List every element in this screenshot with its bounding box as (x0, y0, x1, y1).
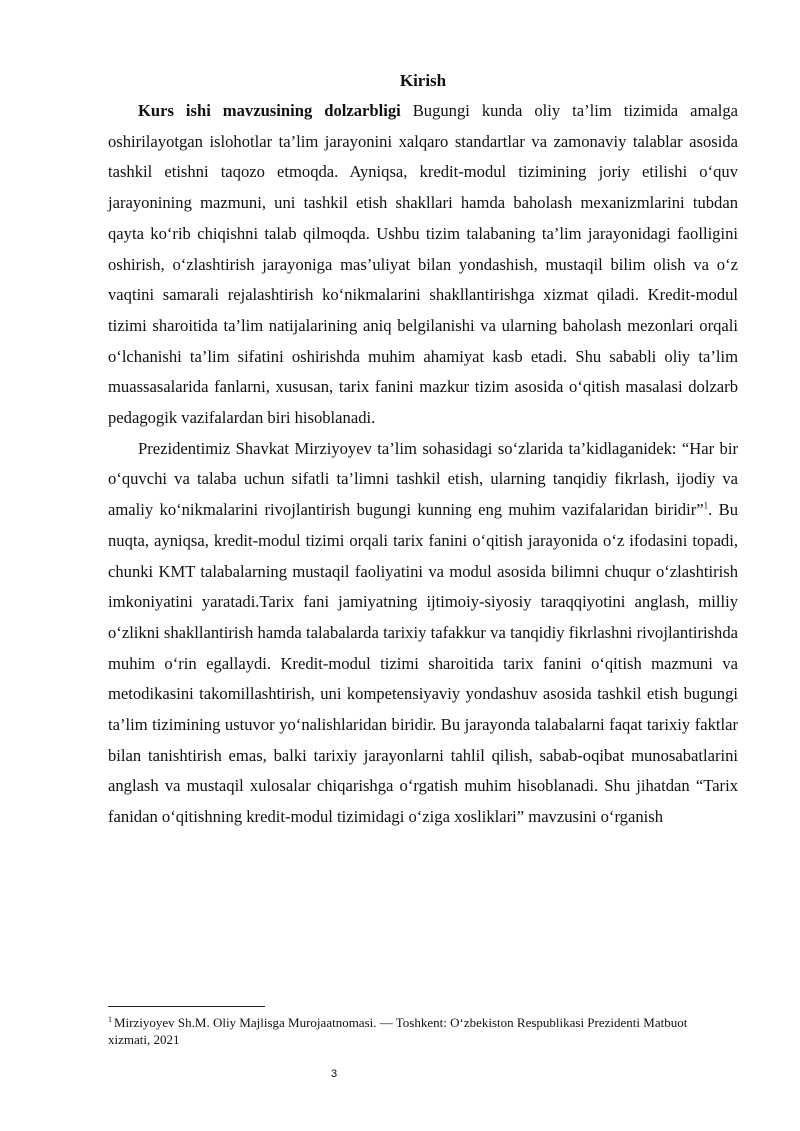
document-body (108, 68, 738, 833)
paragraph-relevance (108, 96, 738, 434)
footnote-separator (108, 1006, 265, 1007)
paragraph-text-after-ref: . Bu nuqta, ayniqsa, kredit-modul tizimi orqali tarix fanini o‘qitish jarayonida o‘z ifodasini topadi, chunki KMT talabalarning mustaqil faoliyatini va modul asosida bilimni chuqur o‘zlashtirish imkoniyatini yaratadi.Tarix fani jamiyatning ijtimoiy-siyosiy taraqqiyotini anglash, milliy o‘zlikni shakllantirish hamda talabalarda tarixiy tafakkur va tanqidiy fikrlashni rivojlantirishda muhim o‘rin egallaydi. Kredit-modul tizimi sharoitida tarix fanini o‘qitish mazmuni va metodikasini takomillashtirish, uni kompetensiyaviy yondashuv asosida tashkil etish bugungi ta’lim tizimining ustuvor yo‘nalishlaridan biridir. Bu jarayonda talabalarni faqat tarixiy faktlar bilan tanishtirish emas, balki tarixiy jarayonlarni tahlil qilish, sabab-oqibat munosabatlarini anglash va mustaqil xulosalar chiqarishga o‘rgatish muhim hisoblanadi. Shu jihatdan “Tarix fanidan o‘qitishning kredit-modul tizimidagi o‘ziga xosliklari” mavzusini o‘rganish (108, 500, 738, 827)
section-title: Kirish (399, 71, 447, 90)
paragraph-text-before-ref: Prezidentimiz Shavkat Mirziyoyev ta’lim sohasidagi so‘zlarida ta’kidlaganidek: “Har bir o‘quvchi va talaba uchun sifatli ta’limni tashkil etish, ularning tanqidiy fikrlash, ijodiy va amaliy ko‘nikmalarini rivojlantirish bugungi kunning eng muhim vazifalaridan biridir” (108, 438, 738, 520)
page-number: 3 (330, 1068, 338, 1080)
paragraph-text: Bugungi kunda oliy ta’lim tizimida amalga oshirilayotgan islohotlar ta’lim jarayonini xalqaro standartlar va zamonaviy talablar asosida tashkil etishni taqozo etmoqda. Ayniqsa, kredit-modul tizimining joriy etilishi o‘quv jarayonining mazmuni, uni tashkil etish shakllari hamda baholash mexanizmlarini tubdan qayta ko‘rib chiqishni talab qilmoqda. Ushbu tizim talabaning ta’lim jarayonidagi faolligini oshirish, o‘zlashtirish jarayoniga mas’uliyat bilan yondashish, mustaqil bilim olish va o‘z vaqtini samarali rejalashtirish ko‘nikmalarini shakllantirishga xizmat qiladi. Kredit-modul tizimi sharoitida ta’lim natijalarining aniq belgilanishi va ularning baholash mezonlari orqali o‘lchanishi ta’lim sifatini oshirishda muhim ahamiyat kasb etadi. Shu sababli oliy ta’lim muassasalarida fanlarni, xususan, tarix fanini mazkur tizim asosida o‘qitish masalasi dolzarb pedagogik vazifalardan biri hisoblanadi. (108, 101, 738, 428)
paragraph-president-quote (108, 434, 738, 833)
paragraph-lead-bold: Kurs ishi mavzusining dolzarbligi (138, 101, 401, 120)
footnote-number: 1 (108, 1014, 112, 1024)
footnote (108, 1014, 708, 1048)
footnote-text: Mirziyoyev Sh.M. Oliy Majlisga Murojaatnomasi. — Toshkent: O‘zbekiston Respublikasi Prezidenti Matbuot xizmati, 2021 (108, 1015, 688, 1047)
footnote-reference[interactable]: 1 (703, 500, 709, 511)
